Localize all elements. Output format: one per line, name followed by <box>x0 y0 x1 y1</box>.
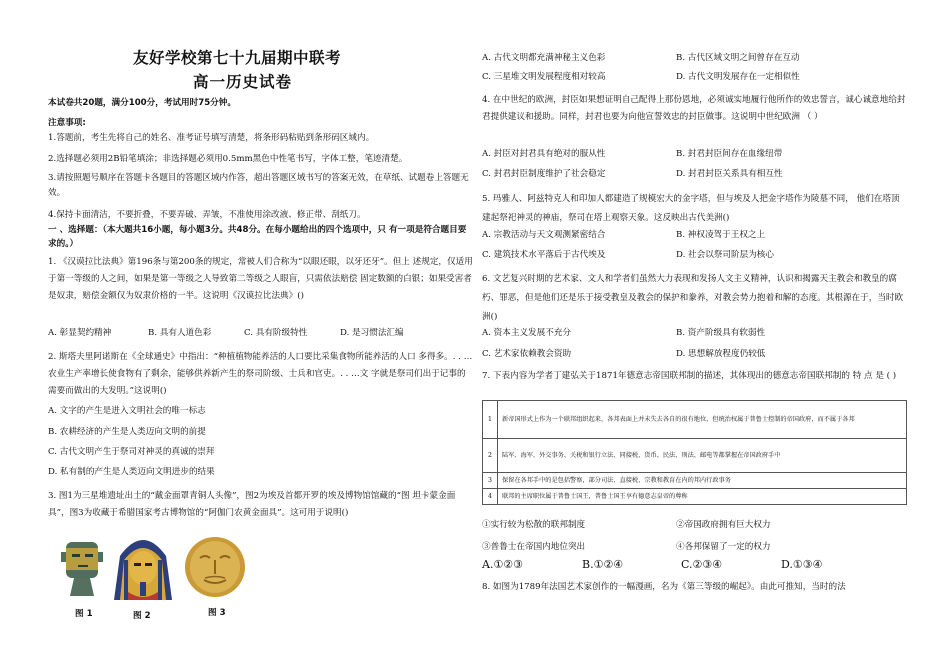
q7-option-c[interactable]: C.②③④ <box>681 558 723 571</box>
notice-item-4: 4.保持卡面清洁，不要折叠，不要弄破、弄皱，不准使用涂改液、修正带、刮纸刀。 <box>48 210 366 220</box>
q7-option-a[interactable]: A.①②③ <box>482 558 524 571</box>
q7-statement-1: ①实行较为松散的联邦制度 <box>482 520 586 530</box>
section-heading: 一 、选择题：（本大题共16小题，每小题3分。共48分。在每小题给出的四个选项中，只 有一项是符合题目要求的。） <box>48 225 467 249</box>
table-row <box>483 401 907 439</box>
q8-stem: 8. 如图为1789年法国艺术家创作的一幅漫画，名为《第三等级的崛起》。由此可推知，当时的法 <box>482 582 846 592</box>
exam-subtitle: 高一历史试卷 <box>193 73 293 91</box>
q4-option-b[interactable]: B. 封君封臣间存在血缘纽带 <box>676 149 783 159</box>
q1-option-a[interactable]: A. 彰显契约精神 <box>48 328 112 338</box>
exam-title: 友好学校第七十九届期中联考 <box>133 49 342 67</box>
q6-option-b[interactable]: B. 资产阶级具有软弱性 <box>676 328 766 338</box>
table-cell-number: 4 <box>483 489 498 505</box>
q6-option-d[interactable]: D. 思想解放程度仍较低 <box>676 349 766 359</box>
q2-option-a[interactable]: A. 文字的产生是进入文明社会的唯一标志 <box>48 406 206 416</box>
table-cell-text: 联邦的主席职位属于普鲁士国王，普鲁士国王享有德意志皇帝的尊称 <box>498 489 907 505</box>
q2-option-d[interactable]: D. 私有制的产生是人类迈向文明进步的结果 <box>48 467 215 477</box>
q1-option-d[interactable]: D. 是习惯法汇编 <box>340 328 404 338</box>
figure-2-tutankhamun-mask <box>106 530 180 604</box>
q4-option-c[interactable]: C. 封君封臣制度维护了社会稳定 <box>482 169 606 179</box>
table-row <box>483 473 907 489</box>
notice-heading: 注意事项: <box>48 118 86 128</box>
q4-stem: 4. 在中世纪的欧洲，封臣如果想证明自己配得上那份恩地，必须诚实地履行他所作的效忠誓言，诚心诚意地给封君提供建议和援助。同样，封君也要为向他宣誓效忠的封臣做事。这说明中世纪欧洲 （ ） <box>482 95 906 122</box>
q3-stem: 3. 图1为三星堆遗址出土的“戴金面罩青铜人头像”，图2为埃及首都开罗的埃及博物馆馆藏的“图 坦卡蒙金面具”，图3为收藏于希腊国家考古博物馆的“阿伽门农黄金面具”。这可用于说明() <box>48 491 456 518</box>
table-cell-number: 1 <box>483 401 498 439</box>
q5-option-b[interactable]: B. 神权凌驾于王权之上 <box>676 230 766 240</box>
q7-stem: 7. 下表内容为学者丁建弘关于1871年德意志帝国联邦制的描述，其体现出的德意志帝国联邦制的 特 点 是 ( ) <box>482 371 897 381</box>
table-cell-text: 陆军、海军、外交事务、关税和银行立法、同接税、货币、民法、刑法、邮电等都掌握在帝国政府手中 <box>498 439 907 473</box>
q6-stem: 6. 文艺复兴时期的艺术家、文人和学者们虽然大力表现和发扬人文主义精神，认识和揭露天主教会和教皇的腐朽、罪恶，但是他们还是乐于接受教皇及教会的保护和豢养，对教会势力抱着和解的态度。其根源在于，当时欧洲() <box>482 274 904 322</box>
q3-option-b[interactable]: B. 古代区域文明之间曾存在互动 <box>676 53 800 63</box>
notice-item-3: 3.请按照题号顺序在答题卡各题目的答题区域内作答，超出答题区域书写的答案无效，在草纸、试题卷上答题无效。 <box>48 173 469 198</box>
q5-stem: 5. 玛雅人、阿兹特克人和印加人都建造了规模宏大的金字塔，但与埃及人把金字塔作为陵墓不同， 他们在塔顶建起祭祀神灵的神庙，祭司在塔上观察天象。这反映出古代美洲() <box>482 194 900 223</box>
q3-option-c[interactable]: C. 三星堆文明发展程度相对较高 <box>482 72 606 82</box>
q1-option-c[interactable]: C. 具有阶级特性 <box>244 328 308 338</box>
q7-statement-2: ②帝国政府拥有巨大权力 <box>676 520 771 530</box>
q6-option-c[interactable]: C. 艺术家依赖教会资助 <box>482 349 572 359</box>
table-cell-text: 保留在各邦手中的是包括警察，部分司法、直接税、宗教和教育在内的邦内行政事务 <box>498 473 907 489</box>
q4-option-a[interactable]: A. 封臣对封君具有绝对的服从性 <box>482 149 606 159</box>
figure-1-caption: 图 1 <box>75 609 93 619</box>
q5-option-c[interactable]: C. 建筑技术水平落后于古代埃及 <box>482 250 606 260</box>
q1-stem: 1. 《汉谟拉比法典》第196条与第200条的规定，常被人们合称为“以眼还眼，以牙还牙”。但上 述规定，仅适用于第一等级的人之间，如果是第一等级之人导致第二等级之人眼盲，只需依法赔偿 固定数额的白银；如果受害者是奴隶，赔偿金额仅为奴隶价格的一半。这说明《汉谟拉比法典》() <box>48 257 473 301</box>
notice-item-1: 1.答题前，考生先将自己的姓名、准考证号填写清楚，将条形码粘贴到条形码区域内。 <box>48 133 375 143</box>
q7-option-b[interactable]: B.①②④ <box>582 558 624 571</box>
table-cell-number: 3 <box>483 473 498 489</box>
figure-1-bronze-head <box>52 538 112 600</box>
q5-option-d[interactable]: D. 社会以祭司阶层为核心 <box>676 250 774 260</box>
q7-table <box>482 400 907 505</box>
notice-item-2: 2.选择题必须用2B铅笔填涂；非选择题必须用0.5mm黑色中性笔书写，字体工整，笔迹清楚。 <box>48 154 408 164</box>
table-cell-text: 新帝国形式上作为一个联邦组织起来，各邦表面上并未失去各自的很有地位，但统治权属于普鲁士控制的帝国政府，而不属于各邦 <box>498 401 907 439</box>
q5-option-a[interactable]: A. 宗教活动与天文观测紧密结合 <box>482 230 606 240</box>
figure-3-caption: 图 3 <box>208 608 226 618</box>
q3-option-a[interactable]: A. 古代文明都充满神秘主义色彩 <box>482 53 606 63</box>
q7-option-d[interactable]: D.①③④ <box>781 558 823 571</box>
q1-option-b[interactable]: B. 具有人道色彩 <box>148 328 212 338</box>
q2-stem: 2. 斯塔夫里阿诺斯在《全球通史》中指出：“种植植物能养活的人口要比采集食物所能养活的人口 多得多。. . …农业生产率增长使食物有了剩余，能够供养新产生的祭司阶级、士兵和官吏。. . …文 字就是祭司们出于记事的需要而做出的大发明。”这说明() <box>48 352 473 396</box>
q3-option-d[interactable]: D. 古代文明发展存在一定相似性 <box>676 72 800 82</box>
q2-option-c[interactable]: C. 古代文明产生于祭司对神灵的真诚的崇拜 <box>48 447 215 457</box>
q7-statement-3: ③普鲁士在帝国内地位突出 <box>482 542 586 552</box>
table-cell-number: 2 <box>483 439 498 473</box>
q2-option-b[interactable]: B. 农耕经济的产生是人类迈向文明的前提 <box>48 427 206 437</box>
figure-3-agamemnon-mask <box>178 534 252 600</box>
figure-2-caption: 图 2 <box>133 611 151 621</box>
q1-options <box>48 327 404 339</box>
exam-intro: 本试卷共20题，满分100分，考试用时75分钟。 <box>48 98 236 108</box>
q7-statement-4: ④各邦保留了一定的权力 <box>676 542 771 552</box>
table-row <box>483 489 907 505</box>
q4-option-d[interactable]: D. 封君封臣关系具有相互性 <box>676 169 783 179</box>
table-row <box>483 439 907 473</box>
q6-option-a[interactable]: A. 资本主义发展不充分 <box>482 328 572 338</box>
